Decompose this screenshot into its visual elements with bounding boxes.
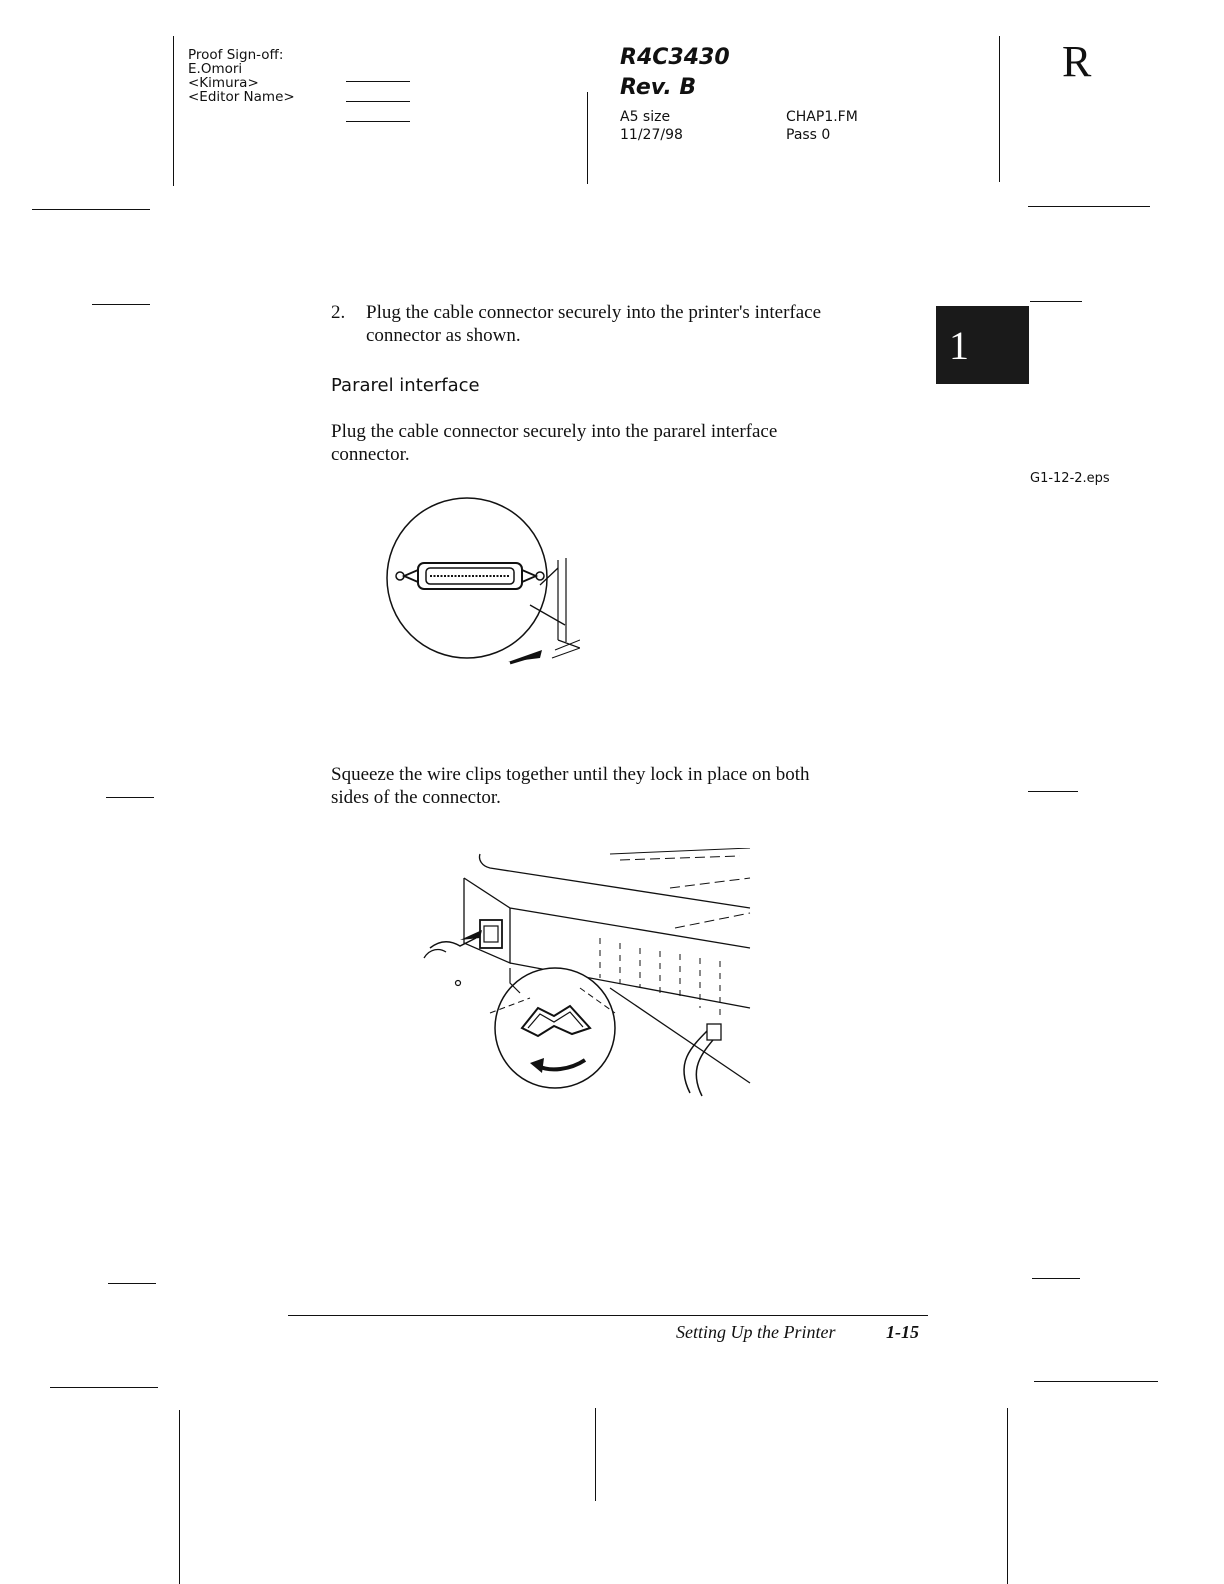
corner-letter: R [1062,37,1092,86]
pass: Pass 0 [786,127,831,143]
bottom-right-rule [1007,1408,1008,1584]
footer-rule [288,1315,928,1316]
step-number: 2. [331,302,346,323]
interface-port [480,920,502,948]
figure-wire-clips [420,848,755,1098]
figure-filename: G1-12-2.eps [1030,471,1110,486]
revision: Rev. B [620,75,697,100]
crop-mark-bottom-left [50,1387,158,1388]
signoff-name-1: E.Omori [188,61,243,77]
signoff-name-2: <Kimura> [188,75,259,91]
file-name: CHAP1.FM [786,109,858,125]
crop-mark-top-right [1028,206,1150,207]
para1-line-2: connector. [331,444,410,465]
side-mark-right-2 [1028,791,1078,792]
header-center-rule [587,92,588,184]
crop-mark-top-left [32,209,150,210]
signoff-line-2 [346,101,410,102]
subheading: Pararel interface [331,375,480,396]
date: 11/27/98 [620,127,683,143]
footer-section-title: Setting Up the Printer [676,1322,836,1342]
crop-mark-bottom-right [1034,1381,1158,1382]
step-text-line-2: connector as shown. [366,325,521,346]
chapter-number: 1 [949,323,969,368]
side-mark-right-1 [1030,301,1082,302]
signoff-line-1 [346,81,410,82]
step-text-line-1: Plug the cable connector securely into the printer's interface [366,302,822,323]
side-mark-right-3 [1032,1278,1080,1279]
side-mark-left-2 [106,797,154,798]
para2-line-1: Squeeze the wire clips together until they lock in place on both [331,764,810,785]
signoff-name-3: <Editor Name> [188,89,295,105]
footer-page-number: 1-15 [886,1322,919,1342]
model-number: R4C3430 [620,45,730,70]
chapter-tab [936,306,1029,384]
bottom-left-rule [179,1410,180,1584]
bottom-center-rule [595,1408,596,1501]
page-size: A5 size [620,109,671,125]
header-right-rule [999,36,1000,182]
header-left-rule [173,36,174,186]
para2-line-2: sides of the connector. [331,787,501,808]
side-mark-left-1 [92,304,150,305]
signoff-title: Proof Sign-off: [188,47,284,63]
para1-line-1: Plug the cable connector securely into the pararel interface [331,421,778,442]
signoff-line-3 [346,121,410,122]
figure-parallel-connector [380,490,580,680]
side-mark-left-3 [108,1283,156,1284]
